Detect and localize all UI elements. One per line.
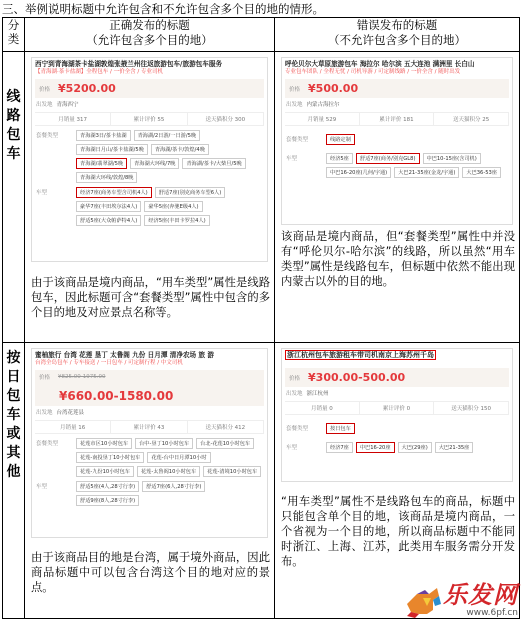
product-title: 呼伦贝尔大草原旅游包车 海拉尔 哈尔滨 五大连池 满洲里 长白山 — [285, 60, 475, 68]
sales-stats — [285, 112, 509, 126]
package-option[interactable]: 花莲-台中日月潭10小时 — [147, 452, 210, 463]
category-cell — [3, 52, 25, 343]
explanation-text: “用车类型”属性不是线路包车的商品，标题中只能包含单个目的地，该商品是境内商品，一个省视为一个目的地，所以商品标题中不能同时浙江、上海、江苏，此类用车服务需分开发布。 — [281, 495, 515, 568]
product-title: 西宁到青海湖茶卡盐湖敦煌张掖兰州往返旅游包车/旅游包车服务 — [35, 60, 223, 68]
sales-stats — [35, 420, 264, 434]
stat-reviews: 累计评价 181 — [360, 113, 435, 125]
price-box — [35, 370, 264, 406]
package-option-selected[interactable]: 青海湖/翡翠湖/5晚 — [76, 158, 127, 169]
price-label: 价格 — [39, 375, 51, 381]
vehicle-options — [32, 185, 267, 228]
explanation-text: 该商品是境内商品，但“套餐类型”属性中并没有“呼伦贝尔-哈尔滨”的线路，所以虽然“用车类型”属性是线路包车，但标题中依然不能出现内蒙古以外的目的地。 — [281, 230, 515, 288]
package-type-label: 套餐类型 — [286, 137, 309, 143]
product-screenshot — [281, 57, 513, 225]
stat-points: 送天猫积分 300 — [188, 113, 264, 125]
comparison-table — [2, 17, 520, 619]
product-subtitle: 台湾全岛包车 / 专车接送 / 一日包车 / 可定制行程 / 中文司机 — [35, 360, 183, 366]
departure-value: 内蒙古海拉尔 — [306, 102, 340, 108]
package-options — [282, 417, 512, 440]
header-category — [3, 18, 25, 52]
header-category-label: 分类 — [7, 18, 20, 46]
watermark — [403, 582, 518, 618]
package-option[interactable]: 青海湖大环线/7晚 — [130, 158, 179, 169]
table-row — [3, 343, 520, 619]
package-option[interactable]: 青海湖/茶卡/大柴旦/5晚 — [182, 158, 245, 169]
stat-reviews: 累计评价 55 — [111, 113, 187, 125]
explanation-text: 由于该商品目的地是台湾，属于境外商品，因此商品标题中可以包含台湾这个目的地对应的景点。 — [31, 551, 270, 594]
price-value: ¥500.00 — [308, 82, 359, 95]
product-title — [282, 349, 512, 360]
vehicle-options — [282, 440, 512, 455]
vehicle-type-label: 车型 — [36, 484, 48, 490]
vehicle-option[interactable]: 舒适7座(6人,28寸行李) — [142, 481, 205, 492]
product-screenshot — [31, 348, 268, 538]
departure-row — [282, 387, 512, 399]
header-wrong-line2: （不允许包含多个目的地） — [328, 33, 466, 47]
header-wrong-line1: 错误发布的标题 — [356, 18, 438, 32]
package-option[interactable]: 青海湖大环线/敦煌/8晚 — [76, 172, 137, 183]
package-option-selected[interactable]: 按日包车 — [326, 423, 355, 434]
departure-label: 出发地 — [36, 410, 53, 416]
stat-monthly-sales: 月销量 529 — [285, 113, 360, 125]
bull-logo-icon — [403, 584, 443, 618]
departure-row — [32, 98, 267, 110]
product-title-text: 浙江杭州包车旅游租车带司机南京上海苏州千岛 — [287, 351, 434, 359]
header-wrong — [275, 18, 520, 52]
vehicle-option[interactable]: 大巴21-35座 — [435, 442, 474, 453]
price-label: 价格 — [289, 375, 301, 382]
sales-stats — [35, 112, 264, 126]
vehicle-type-label: 车型 — [286, 445, 298, 451]
watermark-url: www.6pf.cn — [466, 608, 518, 618]
vehicle-type-label: 车型 — [36, 190, 48, 196]
departure-value: 浙江杭州 — [306, 391, 329, 397]
vehicle-option[interactable]: 舒适9座(8人,28寸行李) — [76, 495, 139, 506]
product-screenshot — [31, 57, 268, 262]
vehicle-options — [282, 151, 512, 180]
vehicle-option[interactable]: 豪华7座(丰田埃尔法4人) — [76, 201, 141, 212]
package-option[interactable]: 青海湖/2日游/一日游/5晚 — [134, 130, 201, 141]
vehicle-option[interactable]: 舒适7座(别克商务车型6人) — [155, 187, 226, 198]
explanation-text: 由于该商品是境内商品，“用车类型”属性是线路包车，因此标题可含“套餐类型”属性中包含的多个目的地及对应景点名称等。 — [31, 276, 270, 319]
package-type-label: 套餐类型 — [286, 426, 309, 432]
package-option[interactable]: 花莲-太鲁阁10小时包车 — [137, 466, 200, 477]
watermark-text: 乐发网 — [443, 580, 518, 609]
package-option[interactable]: 青海湖/茶卡/敦煌/4晚 — [151, 144, 209, 155]
vehicle-option[interactable]: 经济5座(丰田卡罗拉4人) — [144, 215, 209, 226]
vehicle-option[interactable]: 大巴21-35座(金龙/宇通) — [394, 167, 459, 178]
header-correct-line2: （允许包含多个目的地） — [86, 33, 213, 47]
stat-points: 送天猫积分 150 — [434, 402, 509, 414]
vehicle-option-selected[interactable]: 舒适7座(商务/别克GL8) — [356, 153, 420, 164]
vehicle-options — [32, 479, 267, 508]
stat-monthly-sales: 月销量 317 — [35, 113, 111, 125]
product-screenshot — [281, 348, 513, 482]
table-header-row — [3, 18, 520, 52]
package-option-selected[interactable]: 线路定制 — [326, 134, 355, 145]
departure-row — [282, 98, 512, 110]
price-box — [285, 368, 509, 387]
package-option[interactable]: 青海湖3日/茶卡盐湖 — [76, 130, 131, 141]
vehicle-option[interactable]: 中巴10-15座(含司机) — [423, 153, 481, 164]
price-value: ¥300.00-500.00 — [308, 371, 406, 384]
vehicle-option[interactable]: 舒适5座(大众帕萨特4人) — [76, 215, 141, 226]
watermark-text-group — [443, 582, 518, 618]
product-subtitle: 【青海湖·茶卡盐湖】全程包车 / 一价全含 / 专业司机 — [35, 69, 163, 75]
package-option[interactable]: 花莲-南投垦丁10小时包车 — [76, 452, 144, 463]
product-title: 蜜柚旅行 台湾 花莲 垦丁 太鲁阁 九份 日月潭 清净农场 旅 游 — [35, 351, 214, 359]
package-type-label: 套餐类型 — [36, 133, 59, 139]
package-option[interactable]: 青海湖日月山/茶卡盐湖/5晚 — [76, 144, 148, 155]
package-option[interactable]: 花莲-清境10小时包车 — [203, 466, 261, 477]
price-value: ¥5200.00 — [58, 82, 116, 95]
package-option[interactable]: 花莲市区10小时包车 — [76, 438, 132, 449]
vehicle-option[interactable]: 中巴16-20座(几何/宇通) — [326, 167, 391, 178]
departure-value: 台湾花莲县 — [56, 410, 85, 416]
original-price: ¥825.00-1975.00 — [58, 374, 106, 380]
vehicle-option-selected[interactable]: 中巴16-20座 — [356, 442, 395, 453]
vehicle-option[interactable]: 经济7座 — [326, 442, 353, 453]
stat-monthly-sales: 月销量 0 — [285, 402, 360, 414]
vehicle-type-label: 车型 — [286, 156, 298, 162]
sales-stats — [285, 401, 509, 415]
stat-reviews: 累计评价 0 — [360, 402, 435, 414]
wrong-example-cell — [275, 343, 520, 619]
category-cell — [3, 343, 25, 619]
departure-label: 出发地 — [286, 391, 303, 397]
correct-example-cell — [25, 343, 275, 619]
vehicle-option[interactable]: 经济5座 — [326, 153, 353, 164]
vehicle-option[interactable]: 舒适5座(4人,28寸行李) — [76, 481, 139, 492]
departure-label: 出发地 — [36, 102, 53, 108]
vehicle-option[interactable]: 豪华5座(奔驰E级4人) — [144, 201, 202, 212]
package-option[interactable]: 台北-花莲10小时包车 — [196, 438, 254, 449]
stat-points: 送天猫积分 412 — [188, 421, 264, 433]
package-options — [282, 128, 512, 151]
table-row — [3, 52, 520, 343]
departure-row — [32, 406, 267, 418]
package-type-label: 套餐类型 — [36, 441, 59, 447]
category-label: 线路包车 — [6, 89, 21, 162]
correct-example-cell — [25, 52, 275, 343]
price-box — [285, 79, 509, 98]
departure-value: 青海西宁 — [56, 102, 79, 108]
header-correct — [25, 18, 275, 52]
vehicle-option[interactable]: 大巴(29座) — [398, 442, 432, 453]
product-subtitle: 专业包车团队 / 全程无忧 / 司机导游 / 可定制线路 / 一价全含 / 随时出发 — [285, 69, 461, 75]
price-value: ¥660.00-1580.00 — [59, 389, 174, 403]
stat-monthly-sales: 月销量 16 — [35, 421, 111, 433]
vehicle-option[interactable]: 大巴36-53座 — [462, 167, 501, 178]
price-label: 价格 — [289, 86, 301, 93]
wrong-example-cell — [275, 52, 520, 343]
stat-points: 送天猫积分 25 — [434, 113, 509, 125]
departure-label: 出发地 — [286, 102, 303, 108]
price-box — [35, 79, 264, 98]
stat-reviews: 累计评价 43 — [111, 421, 187, 433]
vehicle-option-selected[interactable]: 经济7座(商务车型含司机4人) — [76, 187, 152, 198]
package-options — [32, 128, 267, 185]
price-label: 价格 — [39, 86, 51, 93]
package-option[interactable]: 花莲-九份10小时包车 — [76, 466, 134, 477]
package-options — [32, 436, 267, 479]
package-option[interactable]: 台中-垦丁10小时包车 — [135, 438, 193, 449]
header-correct-line1: 正确发布的标题 — [109, 18, 190, 32]
section-heading: 三、举例说明标题中允许包含和不允许包含多个目的地的情形。 — [2, 2, 324, 16]
category-label: 按日包车或其他 — [6, 350, 21, 480]
